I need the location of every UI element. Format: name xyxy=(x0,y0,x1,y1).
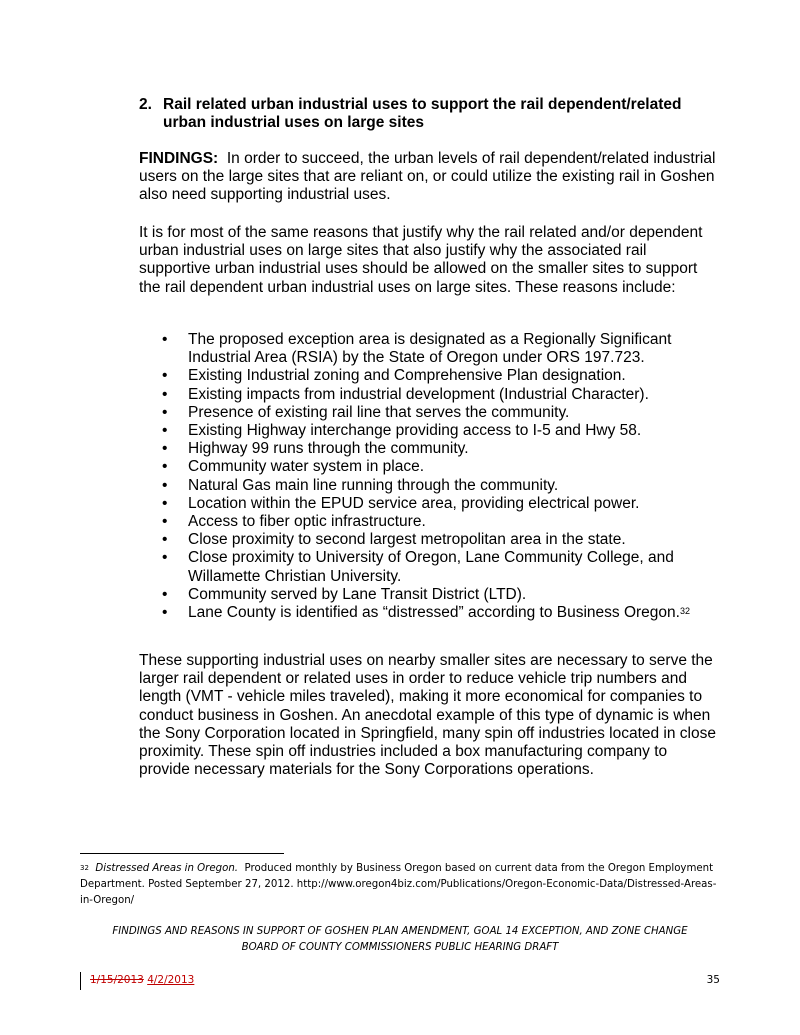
section-title: Rail related urban industrial uses to support the rail dependent/related urban industrial uses on large sites xyxy=(163,96,682,131)
footer-title: FINDINGS AND REASONS IN SUPPORT OF GOSHEN PLAN AMENDMENT, GOAL 14 EXCEPTION, AND ZONE CHANGE xyxy=(112,926,688,937)
list-item: • Presence of existing rail line that serves the community. xyxy=(162,403,570,421)
bullet-icon: • xyxy=(162,367,168,385)
list-item: • Location within the EPUD service area, providing electrical power. xyxy=(162,494,640,512)
list-item: • Natural Gas main line running through the community. xyxy=(162,476,559,494)
list-item: • Access to fiber optic infrastructure. xyxy=(162,513,426,531)
footnote-reference[interactable]: 32 xyxy=(679,606,690,617)
old-date: 1/15/2013 xyxy=(90,974,144,986)
section-number: 2. xyxy=(139,96,152,113)
bullet-icon: • xyxy=(162,476,168,494)
list-item: • Existing Industrial zoning and Comprehensive Plan designation. xyxy=(162,367,626,385)
bullet-icon: • xyxy=(162,422,168,440)
section-heading xyxy=(139,96,719,132)
bullet-icon: • xyxy=(162,494,168,512)
footnote-title: Distressed Areas in Oregon. xyxy=(95,863,239,874)
footnote-text: Produced monthly by Business Oregon based on current data from the Oregon Employment Department. Posted September 27, 2012. http://www.oregon4biz.com/Publications/Oregon-Economic-Data/Distressed-Areas-in-Oregon/ xyxy=(80,863,717,906)
list-item: • Community served by Lane Transit District (LTD). xyxy=(162,585,527,603)
bullet-icon: • xyxy=(162,513,168,531)
footer-subtitle: BOARD OF COUNTY COMMISSIONERS PUBLIC HEARING DRAFT xyxy=(241,942,559,953)
findings-label: FINDINGS: xyxy=(139,150,219,167)
list-item: • Highway 99 runs through the community. xyxy=(162,440,469,458)
findings-text: In order to succeed, the urban levels of rail dependent/related industrial users on the large sites that are reliant on, or could utilize the existing rail in Goshen also need supporting industrial uses. xyxy=(139,150,716,204)
supporting-uses-paragraph: These supporting industrial uses on nearby smaller sites are necessary to serve the larger rail dependent or related uses in order to reduce vehicle trip numbers and length (VMT - vehicle miles traveled), making it more economical for companies to conduct business in Goshen. An anecdotal example of this type of dynamic is when the Sony Corporation located in Springfield, many spin off industries located in close proximity. These spin off industries included a box manufacturing company to provide necessary materials for the Sony Corporations operations. xyxy=(139,652,716,779)
bullet-icon: • xyxy=(162,531,168,549)
revision-date xyxy=(90,974,194,986)
bullet-icon: • xyxy=(162,549,168,567)
revision-change-bar xyxy=(80,972,81,990)
list-item: • Existing impacts from industrial development (Industrial Character). xyxy=(162,385,649,403)
list-item: • Close proximity to second largest metropolitan area in the state. xyxy=(162,531,626,549)
bullet-icon: • xyxy=(162,385,168,403)
list-item: • Close proximity to University of Oregon, Lane Community College, and Willamette Christian University. xyxy=(162,549,674,585)
list-item: • Existing Highway interchange providing access to I-5 and Hwy 58. xyxy=(162,422,642,440)
bullet-icon: • xyxy=(162,331,168,348)
footnote-divider xyxy=(80,853,284,854)
bullet-icon: • xyxy=(162,585,168,603)
list-item: • Community water system in place. xyxy=(162,458,425,476)
reasons-intro-paragraph: It is for most of the same reasons that justify why the rail related and/or dependent urban industrial uses on large sites that also justify why the associated rail supportive urban industrial uses should be allowed on the smaller sites to support the rail dependent urban industrial uses on large sites. These reasons include: xyxy=(139,224,703,296)
bullet-icon: • xyxy=(162,440,168,458)
findings-paragraph xyxy=(139,150,719,205)
new-date: 4/2/2013 xyxy=(147,974,195,986)
reasons-list xyxy=(139,331,719,622)
list-item: • The proposed exception area is designated as a Regionally Significant Industrial Area (RSIA) by the State of Oregon under ORS 197.723. xyxy=(162,331,672,367)
list-item: • Lane County is identified as “distressed” according to Business Oregon.$^{32}$ xyxy=(162,604,690,622)
bullet-icon: • xyxy=(162,403,168,421)
footnote-number: 32 xyxy=(80,864,89,872)
bullet-icon: • xyxy=(162,458,168,476)
bullet-icon: • xyxy=(162,604,168,622)
footnote xyxy=(80,861,720,909)
page-number: 35 xyxy=(706,974,720,986)
